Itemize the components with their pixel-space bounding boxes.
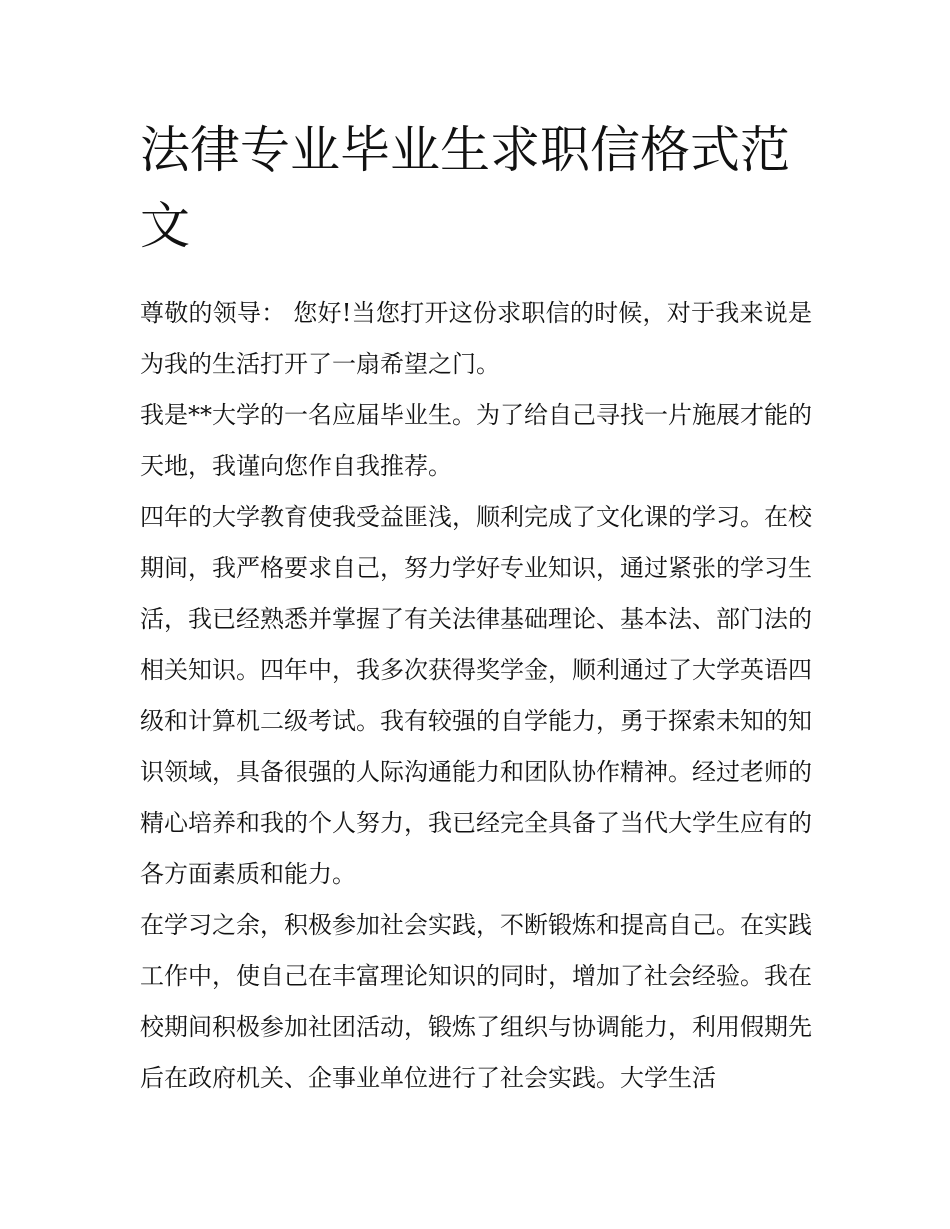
paragraph-introduction: 我是**大学的一名应届毕业生。为了给自己寻找一片施展才能的天地，我谨向您作自我推荐。 xyxy=(140,401,812,480)
paragraph-education: 四年的大学教育使我受益匪浅，顺利完成了文化课的学习。在校期间，我严格要求自己，努力学好专业知识，通过紧张的学习生活，我已经熟悉并掌握了有关法律基础理论、基本法、部门法的相关知识。四年中，我多次获得奖学金，顺利通过了大学英语四级和计算机二级考试。我有较强的自学能力，勇于探索未知的知识领域，具备很强的人际沟通能力和团队协作精神。经过老师的精心培养和我的个人努力，我已经完全具备了当代大学生应有的各方面素质和能力。 xyxy=(140,503,812,888)
paragraph-greeting: 尊敬的领导： 您好!当您打开这份求职信的时候，对于我来说是为我的生活打开了一扇希望之门。 xyxy=(140,299,812,378)
paragraph-practice: 在学习之余，积极参加社会实践，不断锻炼和提高自己。在实践工作中，使自己在丰富理论知识的同时，增加了社会经验。我在校期间积极参加社团活动，锻炼了组织与协调能力，利用假期先后在政府机关、企事业单位进行了社会实践。大学生活 xyxy=(140,911,812,1092)
document-content xyxy=(140,112,812,1104)
document-body xyxy=(140,288,812,1104)
document-title: 法律专业毕业生求职信格式范文 xyxy=(140,121,790,255)
